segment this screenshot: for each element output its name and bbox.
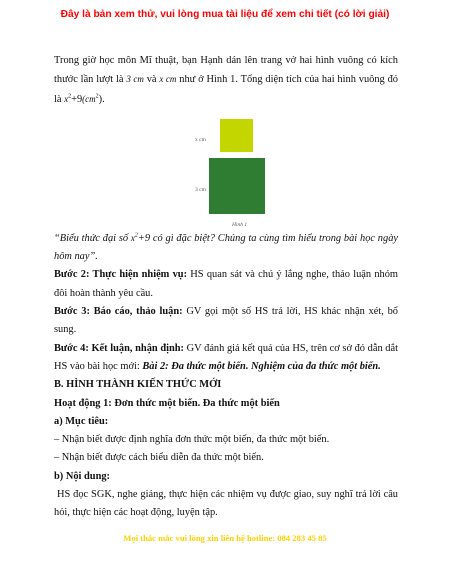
section-b-heading: B. HÌNH THÀNH KIẾN THỨC MỚI (54, 379, 222, 391)
step-2: Bước 2: Thực hiện nhiệm vụ: HS quan sát và chú ý lắng nghe, thảo luận nhóm đôi hoàn thành yêu cầu. (54, 269, 399, 299)
document-body (54, 52, 398, 523)
intro-paragraph: Trong giờ học môn Mĩ thuật, bạn Hạnh dán lên trang vở hai hình vuông có kích thước lần lượt là 3 cm và x cm như ở Hình 1. Tổng diện tích của hai hình vuông đó là $x^2+9(cm^2)$. (54, 55, 398, 105)
small-square (220, 119, 253, 152)
content-paragraph: HS đọc SGK, nghe giảng, thực hiện các nhiệm vụ được giao, suy nghĩ trả lời câu hỏi, thực hiện các hoạt động, luyện tập. (54, 489, 398, 519)
figure-1 (54, 115, 398, 227)
large-square (209, 158, 265, 214)
hotline-footer: Mọi thắc mắc vui lòng xin liên hệ hotline: 084 283 45 85 (123, 533, 327, 543)
question-paragraph: “Biểu thức đại số $x^2+9$ có gì đặc biệt? Chúng ta cùng tìm hiểu trong bài học ngày hôm nay”. (54, 232, 398, 263)
list-item: – Nhận biết được cách biểu diễn đa thức một biến. (54, 449, 398, 467)
step-4: Bước 4: Kết luận, nhận định: GV đánh giá kết quả của HS, trên cơ sở đó dẫn dắt HS vào bài học mới: Bài 2: Đa thức một biến. Nghiệm của đa thức một biến. (54, 342, 398, 372)
label-x-cm: x cm (195, 136, 206, 143)
step-3: Bước 3: Báo cáo, thảo luận: GV gọi một số HS trả lời, HS khác nhận xét, bổ sung. (54, 306, 398, 336)
list-item: – Nhận biết được định nghĩa đơn thức một biến, đa thức một biến. (54, 431, 398, 449)
activity-1-heading: Hoạt động 1: Đơn thức một biến. Đa thức một biến (54, 397, 280, 409)
goals-heading: a) Mục tiêu: (54, 415, 109, 427)
content-heading: b) Nội dung: (54, 470, 111, 482)
preview-banner: Đây là bản xem thử, vui lòng mua tài liệu để xem chi tiết (có lời giải) (60, 9, 390, 20)
label-3-cm: 3 cm (195, 186, 206, 193)
goals-list (54, 431, 398, 468)
figure-caption: Hình 1 (232, 221, 248, 228)
